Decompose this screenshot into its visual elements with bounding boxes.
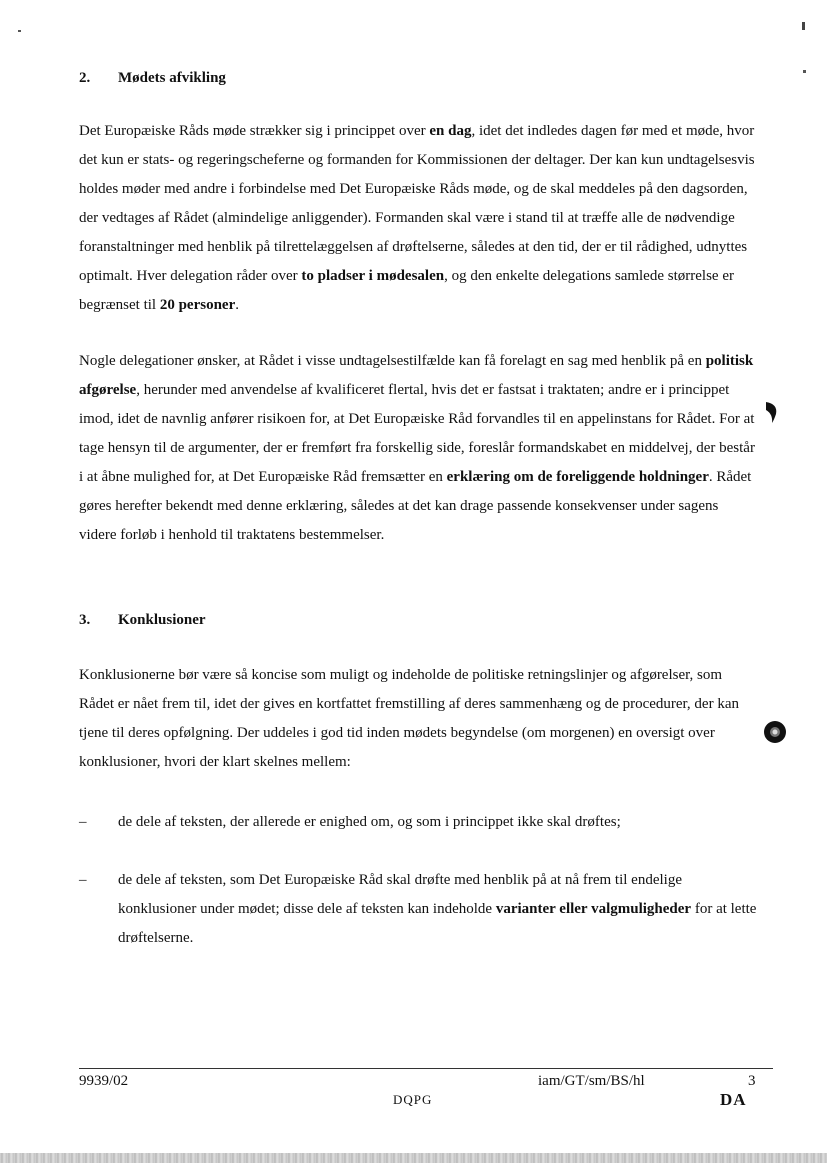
text-run: de dele af teksten, der allerede er enighed om, og som i princippet ikke skal drøftes; — [118, 814, 621, 830]
text-run: Konklusionerne bør være så koncise som muligt og indeholde de politiske retningslinjer og afgørelser, som Rådet er nået frem til, idet der gives en kortfattet fremstilling af deres sammenhæng og de procedurer, der kan tjene til deres opfølgning. Der uddeles i god tid inden mødets begyndelse (om morgenen) en oversigt over konklusioner, hvori der klart skelnes mellem: — [79, 667, 739, 770]
text-run: , idet det indledes dagen før med et møde, hvor det kun er stats- og regeringscheferne og formanden for Kommissionen der deltager. Der kan kun undtagelsesvis holdes møder med andre i forbindelse med Det Europæiske Råds møde, og de skal meddeles på den dagsorden, der vedtages af Rådet (almindelige anliggender). Formanden skal være i stand til at træffe alle de nødvendige foranstaltninger med henblik på tilrettelæggelsen af drøftelserne, således at den tid, der er til rådighed, udnyttes optimalt. Hver delegation råder over — [79, 123, 755, 284]
list-item — [79, 808, 759, 837]
emphasis-text: politisk afgørelse — [79, 353, 754, 398]
text-run: de dele af teksten, som Det Europæiske Råd skal drøfte med henblik på at nå frem til endelige konklusioner under mødet; disse dele af teksten kan indeholde — [118, 872, 682, 917]
section-2-heading — [79, 70, 226, 87]
section-3-paragraph — [79, 661, 759, 777]
binder-hole-icon — [763, 720, 787, 749]
section-3-title: Konklusioner — [118, 612, 206, 628]
footer-reference: iam/GT/sm/BS/hl — [538, 1073, 645, 1089]
dash-bullet: – — [79, 872, 87, 888]
dash-bullet: – — [79, 814, 87, 830]
text-run: . Rådet gøres herefter bekendt med denne erklæring, således at det kan drage passende konsekvenser under sagens videre forløb i henhold til traktatens bestemmelser. — [79, 469, 752, 543]
list-item-text — [118, 866, 758, 953]
text-run: Nogle delegationer ønsker, at Rådet i visse undtagelsestilfælde kan få forelagt en sag med henblik på en — [79, 353, 706, 369]
emphasis-text: varianter eller valgmuligheder — [495, 901, 692, 917]
footer-doc-number: 9939/02 — [79, 1073, 129, 1089]
emphasis-text: to pladser i mødesalen — [301, 268, 445, 284]
scan-speck-icon — [803, 70, 806, 73]
emphasis-text: erklæring om de foreliggende holdninger — [446, 469, 709, 485]
scan-speck-icon — [18, 30, 21, 32]
binder-hole-mark-icon — [764, 400, 780, 429]
text-run: for at lette drøftelserne. — [118, 901, 757, 946]
footer-directorate: DQPG — [393, 1092, 433, 1107]
text-run: , herunder med anvendelse af kvalificeret flertal, hvis det er fastsat i traktaten; andre er i princippet imod, idet de navnlig anfører risikoen for, at Det Europæiske Råd forvandles til en appelinstans for Rådet. For at tage hensyn til de argumenter, der er fremført fra forskellig side, foreslår formandskabet en middelvej, der består i at åbne mulighed for, at Det Europæiske Råd fremsætter en — [79, 382, 755, 485]
list-item-text — [118, 808, 758, 837]
text-run: Det Europæiske Råds møde strækker sig i princippet over — [79, 123, 430, 139]
section-3-number: 3. — [79, 612, 91, 628]
footer-divider — [79, 1068, 773, 1069]
section-3-heading — [79, 612, 206, 629]
section-2-title: Mødets afvikling — [118, 70, 226, 86]
text-run: . — [235, 297, 239, 313]
emphasis-text: 20 personer — [159, 297, 236, 313]
text-run: , og den enkelte delegations samlede størrelse er begrænset til — [79, 268, 734, 313]
section-2-paragraph-1 — [79, 117, 759, 320]
emphasis-text: en dag — [429, 123, 472, 139]
section-2-number: 2. — [79, 70, 91, 86]
scan-border-edge — [0, 1153, 827, 1163]
footer-page-number: 3 — [748, 1073, 756, 1089]
scan-speck-icon — [802, 22, 805, 30]
section-2-paragraph-2 — [79, 347, 759, 550]
footer-language-code: DA — [720, 1090, 747, 1109]
list-item — [79, 866, 759, 953]
